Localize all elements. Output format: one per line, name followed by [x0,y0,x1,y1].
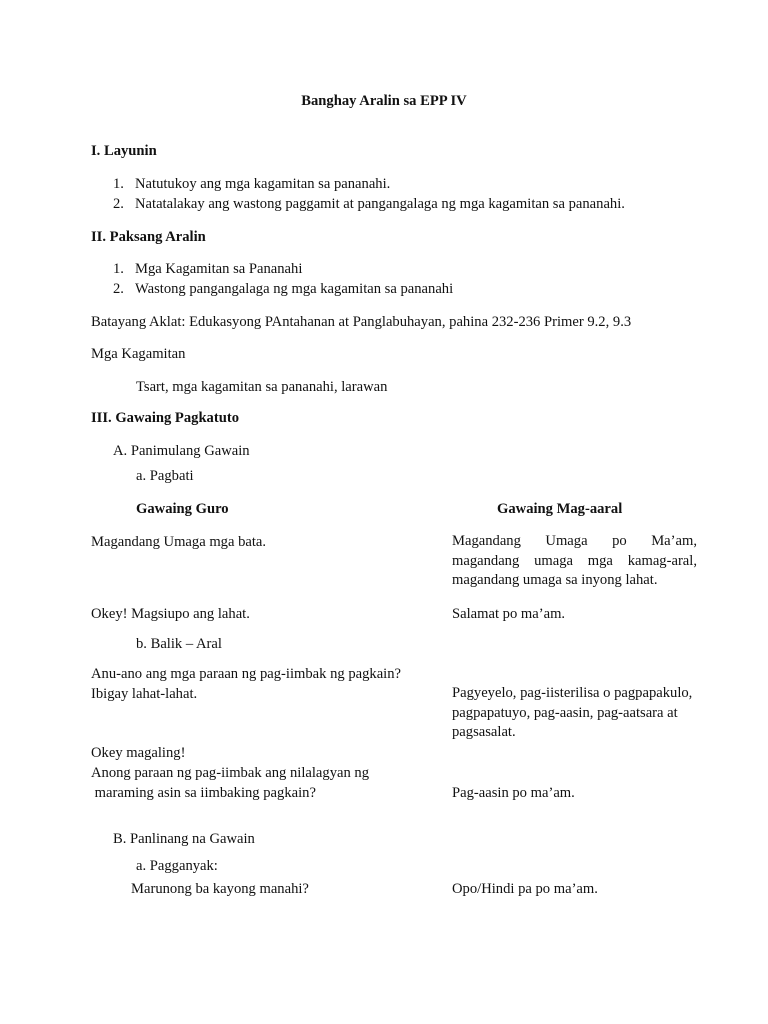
section-a-label: A. Panimulang Gawain [113,443,250,459]
guro-line: Anong paraan ng pag-iimbak ang nilalagyan ng [91,765,370,781]
guro-line: Okey magaling! [91,745,186,761]
batayang-aklat: Batayang Aklat: Edukasyong PAntahanan at Panglabuhayan, pahina 232-236 Primer 9.2, 9.3 [91,314,632,330]
list-text: Wastong pangangalaga ng mga kagamitan sa pananahi [135,281,454,297]
heading-layunin: I. Layunin [91,143,157,159]
guro-line: Marunong ba kayong manahi? [131,881,309,897]
kagamitan-list: Tsart, mga kagamitan sa pananahi, larawan [136,379,388,395]
list-text: Natatalakay ang wastong paggamit at pangangalaga ng mga kagamitan sa pananahi. [135,196,625,212]
mag-aaral-response: Opo/Hindi pa po ma’am. [452,881,598,897]
list-item [113,259,302,279]
list-number: 1. [113,261,124,277]
pagganyak-label: a. Pagganyak: [136,858,218,874]
mag-aaral-response: Pag-aasin po ma’am. [452,785,575,801]
section-b-label: B. Panlinang na Gawain [113,831,255,847]
list-number: 2. [113,196,124,212]
list-number: 2. [113,281,124,297]
balik-aral-label: b. Balik – Aral [136,636,222,652]
heading-gawaing-pagkatuto: III. Gawaing Pagkatuto [91,410,239,426]
guro-line: Anu-ano ang mga paraan ng pag-iimbak ng pagkain? [91,666,402,682]
heading-paksang-aralin: II. Paksang Aralin [91,229,206,245]
list-number: 1. [113,176,124,192]
guro-line: Okey! Magsiupo ang lahat. [91,606,250,622]
list-text: Natutukoy ang mga kagamitan sa pananahi. [135,176,391,192]
mag-aaral-response: Magandang Umaga po Ma’am, magandang umaga mga kamag-aral, magandang umaga sa inyong lahat. [452,533,697,588]
kagamitan-label: Mga Kagamitan [91,346,186,362]
guro-line: Ibigay lahat-lahat. [91,686,198,702]
list-item [113,279,453,299]
pagbati-label: a. Pagbati [136,468,194,484]
list-item [113,174,390,194]
list-text: Mga Kagamitan sa Pananahi [135,261,303,277]
guro-line: maraming asin sa iimbaking pagkain? [91,785,316,801]
guro-line: Magandang Umaga mga bata. [91,534,267,550]
column-header-mag-aaral: Gawaing Mag-aaral [497,501,623,517]
mag-aaral-response: Pagyeyelo, pag-iisterilisa o pagpapakulo, pagpapatuyo, pag-aasin, pag-aatsara at pagsasalat. [452,685,693,740]
list-item [113,194,625,214]
page-title: Banghay Aralin sa EPP IV [301,93,467,109]
column-header-guro: Gawaing Guro [136,501,229,517]
mag-aaral-response: Salamat po ma’am. [452,606,566,622]
